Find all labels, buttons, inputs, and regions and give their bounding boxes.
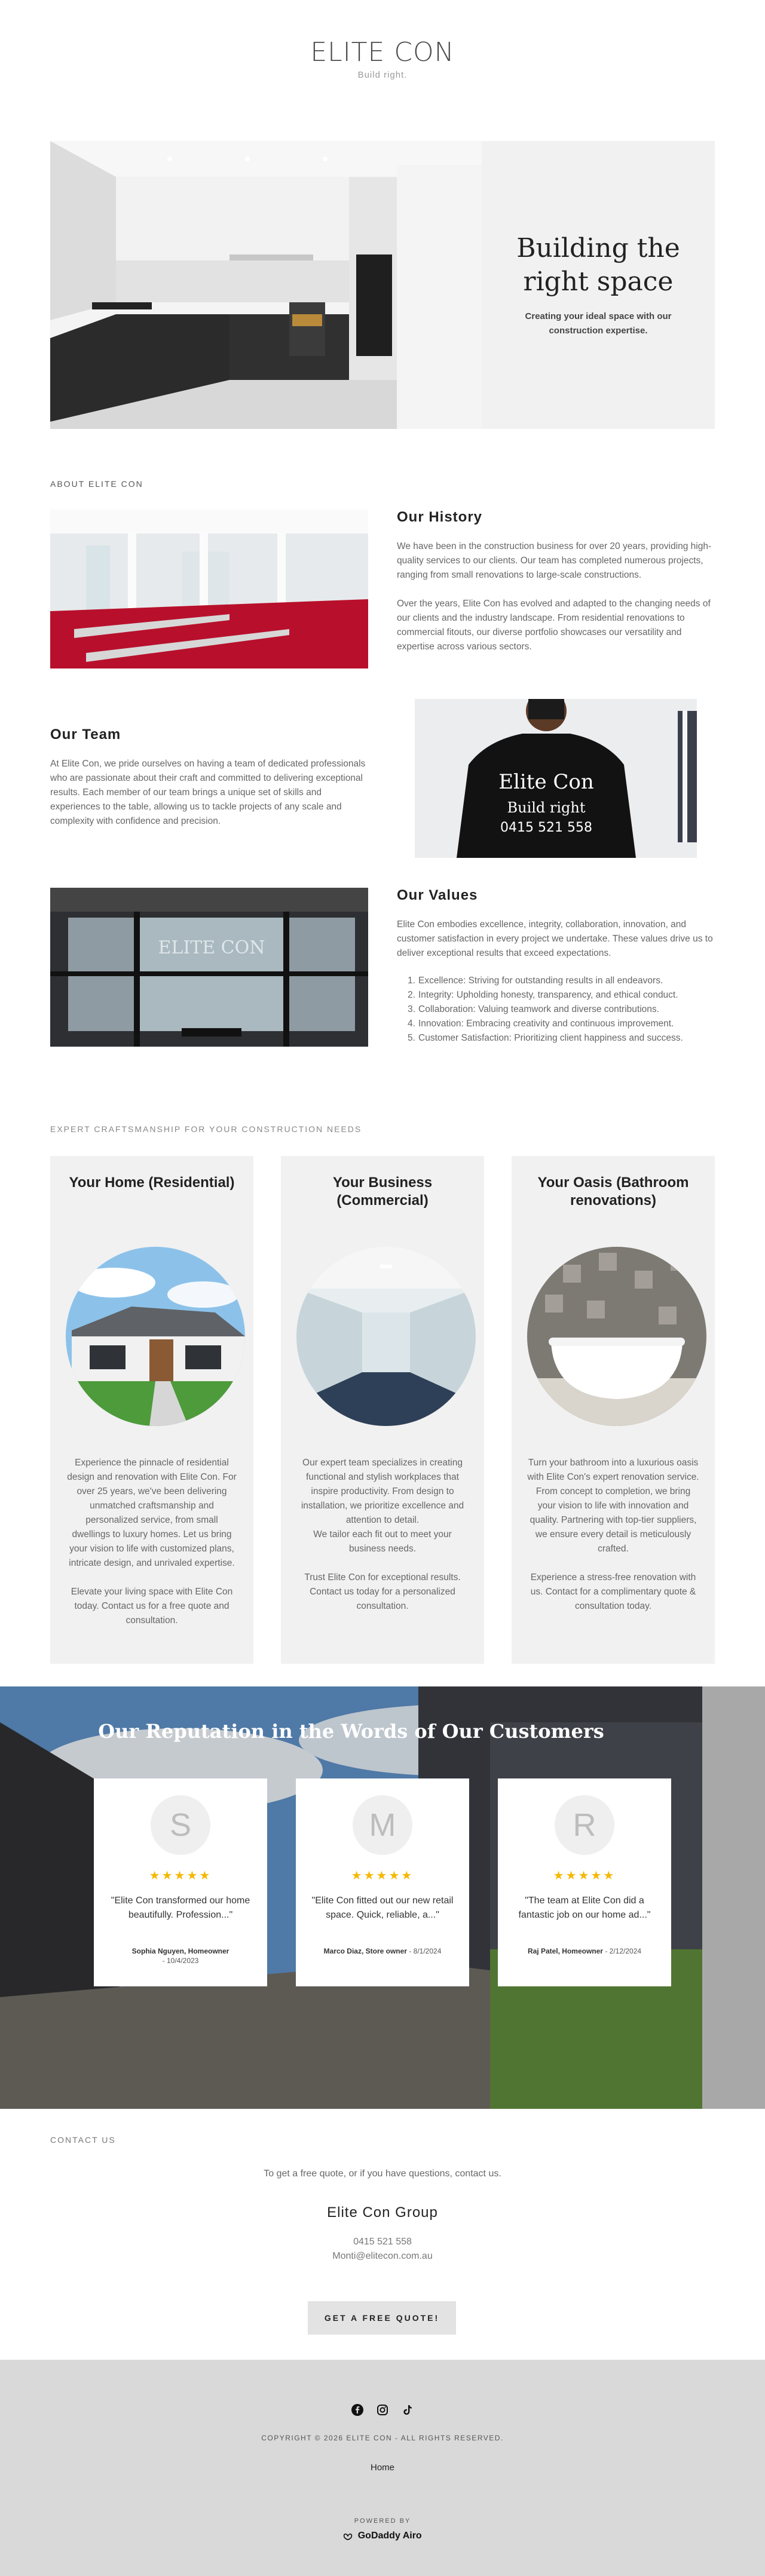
service-title: Your Oasis (Bathroom renovations) bbox=[537, 1174, 689, 1209]
service-title: Your Business (Commercial) bbox=[332, 1174, 433, 1209]
contact-section-label: CONTACT US bbox=[50, 2135, 116, 2145]
avatar: M bbox=[353, 1795, 412, 1855]
godaddy-airo-logo[interactable] bbox=[0, 2531, 765, 2541]
values-list bbox=[397, 974, 720, 1045]
hero-text-panel bbox=[482, 141, 715, 429]
hero-subtitle: Creating your ideal space with our construction expertise. bbox=[525, 311, 672, 336]
history-paragraph-1: We have been in the construction business for over 20 years, providing high-quality services to our clients. Our team has completed numerous projects, ranging from small renovations to large-scale constructions. bbox=[397, 541, 712, 580]
service-title: Your Home (Residential) bbox=[69, 1174, 235, 1191]
service-bathtub-image bbox=[527, 1247, 706, 1426]
testimonial-quote[interactable]: "Elite Con transformed our home beautifully. Profession..." bbox=[111, 1896, 250, 1920]
values-list-item: 3. Collaboration: Valuing teamwork and diverse contributions. bbox=[408, 1004, 659, 1014]
testimonial-card bbox=[296, 1778, 469, 1986]
team-text: At Elite Con, we pride ourselves on having a team of dedicated professionals who are passionate about their craft and committed to delivering exceptional results. Each member of our team brings a unique set of skills and experiences to the table, allowing us to tackle projects of any scale and complexity with confidence and precision. bbox=[50, 759, 366, 826]
testimonials-title: Our Reputation in the Words of Our Customers bbox=[98, 1720, 604, 1743]
testimonial-card bbox=[94, 1778, 267, 1986]
testimonial-author: Raj Patel, Homeowner - 2/12/2024 bbox=[527, 1947, 642, 1955]
site-footer bbox=[0, 2360, 765, 2576]
values-list-item: 2. Integrity: Upholding honesty, transparency, and ethical conduct. bbox=[408, 990, 678, 1000]
service-text: Our expert team specializes in creating functional and stylish workplaces that inspire productivity. From design to installation, we prioritize excellence and attention to detail. We tailor each fit out to meet your business needs. Trust Elite Con for exceptional results. Contact us today for a personalized consultation. bbox=[301, 1458, 464, 1611]
contact-phone[interactable]: 0415 521 558 bbox=[353, 2237, 412, 2247]
history-text bbox=[397, 539, 720, 654]
godaddy-icon bbox=[343, 2532, 353, 2540]
star-rating: ★★★★★ bbox=[351, 1869, 414, 1882]
site-logo-title[interactable]: ELITE CON bbox=[310, 37, 455, 68]
about-section-label: ABOUT ELITE CON bbox=[50, 479, 143, 489]
shopfront-sign-text: ELITE CON bbox=[158, 937, 265, 958]
service-card-bathroom bbox=[512, 1156, 715, 1664]
copyright-text: COPYRIGHT © 2026 ELITE CON - ALL RIGHTS RESERVED. bbox=[261, 2434, 504, 2442]
godaddy-airo-text: GoDaddy Airo bbox=[357, 2531, 422, 2541]
service-card-commercial bbox=[281, 1156, 484, 1664]
social-links bbox=[0, 2403, 765, 2416]
star-rating: ★★★★★ bbox=[553, 1869, 616, 1882]
service-card-residential bbox=[50, 1156, 253, 1664]
services-section-label: EXPERT CRAFTSMANSHIP FOR YOUR CONSTRUCTION NEEDS bbox=[50, 1124, 362, 1134]
values-shopfront-image bbox=[50, 888, 368, 1047]
footer-home-link[interactable]: Home bbox=[370, 2462, 394, 2473]
service-office-image bbox=[296, 1247, 476, 1426]
history-paragraph-2: Over the years, Elite Con has evolved and adapted to the changing needs of our clients and the industry landscape. From residential renovations to commercial fitouts, our diverse portfolio showcases our versatility and expertise across various sectors. bbox=[397, 599, 711, 652]
shirt-text-line2: Build right bbox=[507, 799, 586, 816]
team-title: Our Team bbox=[50, 726, 121, 743]
testimonial-quote[interactable]: "The team at Elite Con did a fantastic job on our home ad..." bbox=[518, 1896, 651, 1920]
hero-section bbox=[50, 141, 715, 429]
service-house-image bbox=[66, 1247, 245, 1426]
values-list-item: 1. Excellence: Striving for outstanding results in all endeavors. bbox=[408, 976, 663, 986]
testimonial-author: Sophia Nguyen, Homeowner - 10/4/2023 bbox=[131, 1947, 230, 1965]
powered-by-label: POWERED BY bbox=[354, 2517, 411, 2525]
facebook-icon[interactable] bbox=[351, 2403, 364, 2416]
values-list-item: 4. Innovation: Embracing creativity and continuous improvement. bbox=[408, 1019, 674, 1029]
values-intro: Elite Con embodies excellence, integrity, collaboration, innovation, and customer satisfaction in every project we undertake. These values drive us to deliver exceptional results that exceed expectations. bbox=[397, 919, 713, 958]
hero-title: Building the right space bbox=[516, 233, 680, 297]
tiktok-icon[interactable] bbox=[401, 2403, 414, 2416]
history-title: Our History bbox=[397, 509, 483, 525]
avatar: S bbox=[151, 1795, 210, 1855]
history-hall-image bbox=[50, 510, 368, 668]
shirt-text-line1: Elite Con bbox=[498, 770, 594, 794]
testimonial-card bbox=[498, 1778, 671, 1986]
values-list-item: 5. Customer Satisfaction: Prioritizing client happiness and success. bbox=[408, 1033, 683, 1043]
hero-kitchen-image bbox=[50, 141, 482, 429]
contact-company-name: Elite Con Group bbox=[327, 2204, 438, 2221]
testimonial-author: Marco Diaz, Store owner - 8/1/2024 bbox=[323, 1947, 442, 1955]
service-text: Turn your bathroom into a luxurious oasis with Elite Con's expert renovation service. From concept to completion, we bring your vision to life with innovation and quality. Partnering with top-tier suppliers, we ensure every detail is meticulously crafted. Experience a stress-free renovation with us. Contact for a complimentary quote & consultation today. bbox=[527, 1458, 699, 1611]
shirt-text-line3: 0415 521 558 bbox=[500, 820, 592, 835]
contact-email[interactable]: Monti@elitecon.com.au bbox=[332, 2251, 433, 2261]
star-rating: ★★★★★ bbox=[149, 1869, 212, 1882]
values-title: Our Values bbox=[397, 887, 478, 903]
site-header bbox=[0, 0, 765, 96]
service-text: Experience the pinnacle of residential design and renovation with Elite Con. For over 25 years, we've been delivering unmatched craftsmanship and personalized service, from small dwellings to luxury homes. Let us bring your vision to life with customized plans, intricate design, and unrivaled expertise. Elevate your living space with Elite Con today. Contact us for a free quote and consultation. bbox=[67, 1458, 237, 1626]
values-text bbox=[397, 918, 720, 1045]
avatar: R bbox=[555, 1795, 614, 1855]
get-free-quote-button[interactable]: GET A FREE QUOTE! bbox=[308, 2301, 456, 2335]
team-shirt-image bbox=[415, 699, 697, 858]
site-tagline: Build right. bbox=[357, 70, 408, 80]
contact-intro: To get a free quote, or if you have questions, contact us. bbox=[264, 2169, 501, 2179]
instagram-icon[interactable] bbox=[376, 2403, 389, 2416]
testimonials-section bbox=[0, 1686, 765, 2109]
testimonial-quote[interactable]: "Elite Con fitted out our new retail space. Quick, reliable, a..." bbox=[311, 1896, 454, 1920]
